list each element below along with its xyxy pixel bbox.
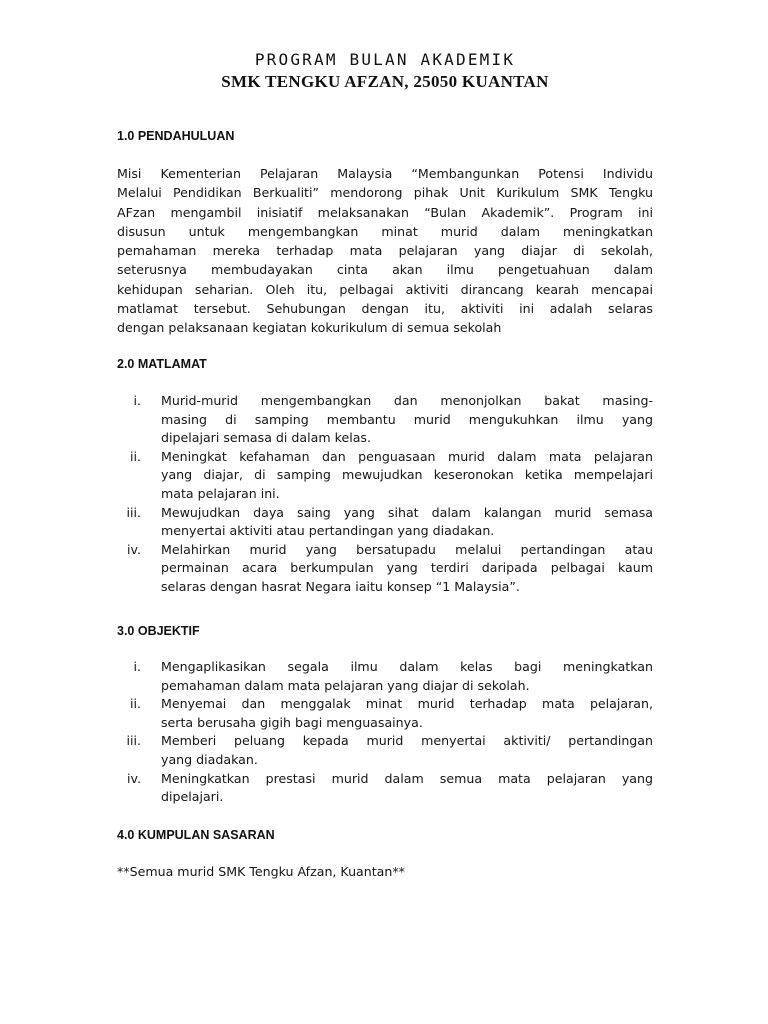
target-group-text: **Semua murid SMK Tengku Afzan, Kuantan** — [117, 864, 405, 879]
list-item-text — [161, 695, 653, 732]
section-heading-aims: 2.0 MATLAMAT — [117, 357, 207, 371]
list-item — [117, 770, 653, 807]
list-item-line: Murid-murid mengembangkan dan menonjolkan bakat masing- — [161, 393, 653, 408]
list-item-line: permainan acara berkumpulan yang terdiri daripada pelbagai kaum — [161, 560, 653, 576]
list-item-line: Meningkatkan prestasi murid dalam semua mata pelajaran yang — [161, 770, 653, 786]
intro-line: Misi Kementerian Pelajaran Malaysia “Membangunkan Potensi Individu — [117, 166, 653, 181]
list-item-number: iii. — [126, 504, 141, 520]
list-item-line: selaras dengan hasrat Negara iaitu konsep “1 Malaysia”. — [161, 578, 520, 594]
list-item-text — [161, 770, 653, 807]
objectives-list — [117, 658, 653, 807]
intro-line: AFzan mengambil inisiatif melaksanakan “Bulan Akademik”. Program ini — [117, 204, 653, 220]
document-title: PROGRAM BULAN AKADEMIK — [254, 50, 516, 69]
list-item-text — [161, 658, 653, 695]
list-item-number: i. — [133, 393, 141, 408]
list-item-line: mata pelajaran ini. — [161, 485, 280, 501]
list-item-line: Melahirkan murid yang bersatupadu melalui pertandingan atau — [161, 541, 653, 557]
list-item-line: Mewujudkan daya saing yang sihat dalam kalangan murid semasa — [161, 504, 653, 520]
list-item-number: iv. — [127, 770, 141, 786]
list-item — [117, 695, 653, 732]
list-item-line: Memberi peluang kepada murid menyertai aktiviti/ pertandingan — [161, 733, 653, 749]
list-item-number: ii. — [129, 696, 141, 712]
list-item — [117, 504, 653, 541]
list-item-line: Meningkat kefahaman dan penguasaan murid dalam mata pelajaran — [161, 448, 653, 464]
list-item-line: yang diajar, di samping mewujudkan keseronokan ketika mempelajari — [161, 467, 653, 483]
list-item-line: menyertai aktiviti atau pertandingan yang diadakan. — [161, 523, 495, 539]
aims-list — [117, 392, 653, 597]
list-item-line: yang diadakan. — [161, 751, 258, 767]
list-item — [117, 392, 653, 448]
section-heading-objectives: 3.0 OBJEKTIF — [117, 624, 200, 638]
list-item-line: Mengaplikasikan segala ilmu dalam kelas bagi meningkatkan — [161, 659, 653, 674]
list-item-line: dipelajari semasa di dalam kelas. — [161, 430, 371, 446]
list-item-line: masing di samping membantu murid mengukuhkan ilmu yang — [161, 411, 653, 427]
document-subtitle: SMK TENGKU AFZAN, 25050 KUANTAN — [221, 72, 549, 91]
list-item-line: serta berusaha gigih bagi menguasainya. — [161, 714, 423, 730]
list-item-text — [161, 541, 653, 597]
list-item — [117, 448, 653, 504]
list-item — [117, 658, 653, 695]
list-item-line: Menyemai dan menggalak minat murid terhadap mata pelajaran, — [161, 696, 653, 712]
intro-line: matlamat tersebut. Sehubungan dengan itu, aktiviti ini adalah selaras — [117, 301, 653, 317]
list-item-number: i. — [133, 659, 141, 674]
intro-line: pemahaman mereka terhadap mata pelajaran yang diajar di sekolah, — [117, 243, 653, 259]
intro-line: disusun untuk mengembangkan minat murid dalam meningkatkan — [117, 223, 653, 239]
list-item-text — [161, 504, 653, 541]
list-item-number: iii. — [126, 733, 141, 749]
list-item-number: ii. — [129, 448, 141, 464]
section-heading-target: 4.0 KUMPULAN SASARAN — [117, 828, 275, 842]
list-item-number: iv. — [127, 541, 141, 557]
list-item-text — [161, 392, 653, 448]
intro-line: kehidupan seharian. Oleh itu, pelbagai aktiviti dirancang kearah mencapai — [117, 281, 653, 297]
intro-line: Melalui Pendidikan Berkualiti” mendorong pihak Unit Kurikulum SMK Tengku — [117, 185, 653, 201]
list-item-text — [161, 448, 653, 504]
list-item — [117, 541, 653, 597]
list-item — [117, 732, 653, 769]
list-item-text — [161, 732, 653, 769]
list-item-line: pemahaman dalam mata pelajaran yang diajar di sekolah. — [161, 677, 530, 693]
intro-line: seterusnya membudayakan cinta akan ilmu pengetuahuan dalam — [117, 262, 653, 278]
intro-line: dengan pelaksanaan kegiatan kokurikulum di semua sekolah — [117, 320, 502, 336]
list-item-line: dipelajari. — [161, 789, 224, 805]
intro-paragraph — [117, 164, 653, 338]
section-heading-intro: 1.0 PENDAHULUAN — [117, 129, 235, 143]
